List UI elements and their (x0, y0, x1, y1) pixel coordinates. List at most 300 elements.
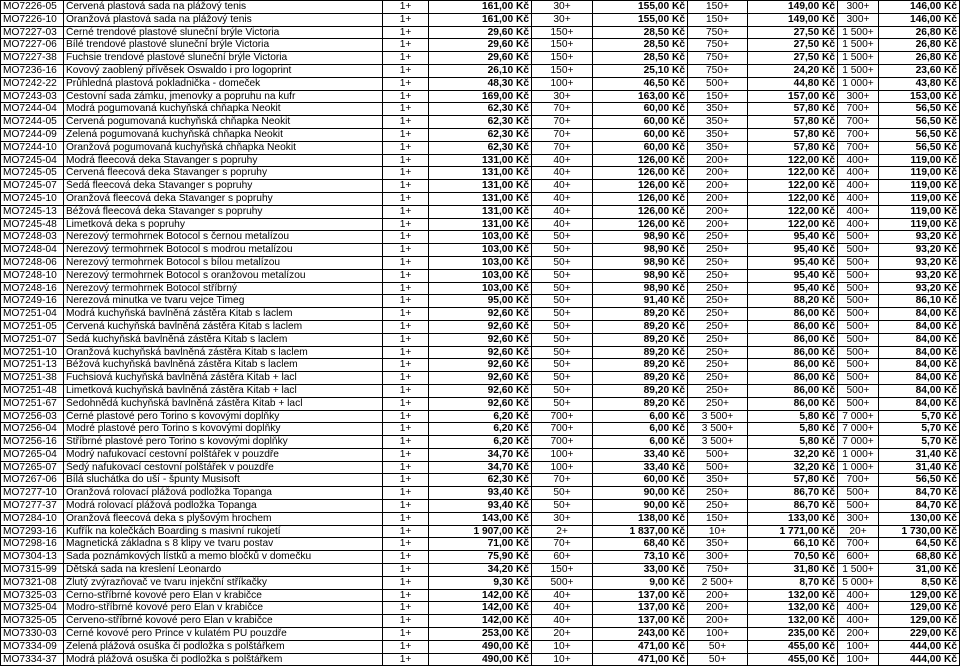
price-tier-4-cell: 5,70 Kč (879, 410, 960, 423)
qty-tier-2-cell: 50+ (532, 231, 593, 244)
price-tier-3-cell: 86,00 Kč (748, 320, 838, 333)
product-name-cell: Nerezová minutka ve tvaru vejce Timeg (64, 295, 383, 308)
qty-tier-3-cell: 750+ (688, 39, 748, 52)
product-name-cell: Černé kovové pero Prince v kulatém PU pouzdře (64, 628, 383, 641)
qty-tier-2-cell: 40+ (532, 192, 593, 205)
qty-tier-3-cell: 250+ (688, 231, 748, 244)
qty-tier-3-cell: 200+ (688, 218, 748, 231)
qty-tier-2-cell: 70+ (532, 141, 593, 154)
price-tier-4-cell: 93,20 Kč (879, 244, 960, 257)
price-tier-2-cell: 138,00 Kč (593, 512, 688, 525)
qty-tier-3-cell: 750+ (688, 564, 748, 577)
price-tier-1-cell: 131,00 Kč (429, 167, 532, 180)
qty-tier-3-cell: 150+ (688, 1, 748, 14)
price-tier-4-cell: 84,00 Kč (879, 320, 960, 333)
price-tier-3-cell: 27,50 Kč (748, 52, 838, 65)
product-name-cell: Šedohnědá kuchyňská bavlněná zástěra Kitab + lacl (64, 397, 383, 410)
price-tier-2-cell: 98,90 Kč (593, 244, 688, 257)
product-code-cell: MO7321-08 (1, 576, 64, 589)
price-tier-4-cell: 56,50 Kč (879, 128, 960, 141)
qty-tier-3-cell: 10+ (688, 525, 748, 538)
price-tier-1-cell: 161,00 Kč (429, 13, 532, 26)
price-tier-3-cell: 86,00 Kč (748, 372, 838, 385)
table-row (1, 487, 960, 500)
table-row (1, 39, 960, 52)
qty-tier-3-cell: 250+ (688, 500, 748, 513)
qty-tier-3-cell: 350+ (688, 141, 748, 154)
table-row (1, 410, 960, 423)
price-tier-1-cell: 103,00 Kč (429, 282, 532, 295)
price-tier-3-cell: 24,20 Kč (748, 64, 838, 77)
product-name-cell: Nerezový termohrnek Botocol s modrou metalízou (64, 244, 383, 257)
product-name-cell: Bílá sluchátka do uší - špunty Musisoft (64, 474, 383, 487)
price-tier-1-cell: 131,00 Kč (429, 205, 532, 218)
product-name-cell: Oranžová plastová sada na plážový tenis (64, 13, 383, 26)
qty-tier-4-cell: 500+ (838, 320, 879, 333)
price-tier-4-cell: 31,00 Kč (879, 564, 960, 577)
qty-tier-4-cell: 1 000+ (838, 448, 879, 461)
qty-tier-4-cell: 700+ (838, 474, 879, 487)
price-tier-4-cell: 5,70 Kč (879, 423, 960, 436)
product-name-cell: Oranžová rolovací plážová podložka Topanga (64, 487, 383, 500)
price-tier-2-cell: 89,20 Kč (593, 308, 688, 321)
qty-tier-2-cell: 50+ (532, 359, 593, 372)
product-code-cell: MO7227-38 (1, 52, 64, 65)
price-tier-3-cell: 27,50 Kč (748, 26, 838, 39)
price-tier-1-cell: 1 907,00 Kč (429, 525, 532, 538)
price-tier-3-cell: 455,00 Kč (748, 653, 838, 666)
price-tier-3-cell: 149,00 Kč (748, 1, 838, 14)
product-name-cell: Žlutý zvýrazňovač ve tvaru injekční stříkačky (64, 576, 383, 589)
qty-tier-1-cell: 1+ (383, 615, 429, 628)
qty-tier-4-cell: 1 500+ (838, 64, 879, 77)
qty-tier-3-cell: 500+ (688, 77, 748, 90)
qty-tier-3-cell: 3 500+ (688, 410, 748, 423)
price-tier-4-cell: 23,60 Kč (879, 64, 960, 77)
qty-tier-4-cell: 100+ (838, 653, 879, 666)
price-tier-1-cell: 26,10 Kč (429, 64, 532, 77)
product-code-cell: MO7256-03 (1, 410, 64, 423)
price-tier-3-cell: 27,50 Kč (748, 39, 838, 52)
product-name-cell: Béžová fleecová deka Stavanger s popruhy (64, 205, 383, 218)
qty-tier-4-cell: 1 500+ (838, 564, 879, 577)
qty-tier-2-cell: 50+ (532, 320, 593, 333)
price-tier-1-cell: 29,60 Kč (429, 52, 532, 65)
price-tier-4-cell: 43,80 Kč (879, 77, 960, 90)
product-name-cell: Modrý nafukovací cestovní polštářek v pouzdře (64, 448, 383, 461)
price-tier-1-cell: 34,20 Kč (429, 564, 532, 577)
product-code-cell: MO7244-10 (1, 141, 64, 154)
qty-tier-4-cell: 200+ (838, 628, 879, 641)
product-code-cell: MO7248-16 (1, 282, 64, 295)
price-tier-2-cell: 98,90 Kč (593, 269, 688, 282)
product-code-cell: MO7325-05 (1, 615, 64, 628)
price-tier-4-cell: 93,20 Kč (879, 256, 960, 269)
qty-tier-4-cell: 500+ (838, 384, 879, 397)
price-tier-2-cell: 1 837,00 Kč (593, 525, 688, 538)
qty-tier-1-cell: 1+ (383, 589, 429, 602)
table-row (1, 423, 960, 436)
product-name-cell: Bílé trendové plastové sluneční brýle Victoria (64, 39, 383, 52)
price-tier-4-cell: 129,00 Kč (879, 615, 960, 628)
qty-tier-2-cell: 50+ (532, 397, 593, 410)
price-tier-3-cell: 149,00 Kč (748, 13, 838, 26)
price-tier-3-cell: 88,20 Kč (748, 295, 838, 308)
qty-tier-4-cell: 700+ (838, 103, 879, 116)
qty-tier-1-cell: 1+ (383, 525, 429, 538)
qty-tier-3-cell: 200+ (688, 615, 748, 628)
price-tier-4-cell: 129,00 Kč (879, 602, 960, 615)
price-tier-4-cell: 146,00 Kč (879, 13, 960, 26)
qty-tier-1-cell: 1+ (383, 320, 429, 333)
price-tier-1-cell: 142,00 Kč (429, 589, 532, 602)
product-code-cell: MO7226-10 (1, 13, 64, 26)
price-tier-2-cell: 126,00 Kč (593, 167, 688, 180)
price-tier-1-cell: 103,00 Kč (429, 269, 532, 282)
qty-tier-2-cell: 2+ (532, 525, 593, 538)
product-code-cell: MO7251-13 (1, 359, 64, 372)
price-tier-1-cell: 62,30 Kč (429, 128, 532, 141)
table-row (1, 180, 960, 193)
qty-tier-1-cell: 1+ (383, 282, 429, 295)
product-name-cell: Černé plastové pero Torino s kovovými doplňky (64, 410, 383, 423)
price-tier-4-cell: 119,00 Kč (879, 218, 960, 231)
table-row (1, 1, 960, 14)
qty-tier-2-cell: 50+ (532, 372, 593, 385)
price-tier-3-cell: 235,00 Kč (748, 628, 838, 641)
table-row (1, 192, 960, 205)
product-code-cell: MO7236-16 (1, 64, 64, 77)
table-row (1, 13, 960, 26)
product-code-cell: MO7265-07 (1, 461, 64, 474)
price-tier-4-cell: 26,80 Kč (879, 52, 960, 65)
price-tier-4-cell: 119,00 Kč (879, 167, 960, 180)
product-name-cell: Nerezový termohrnek Botocol s černou metalízou (64, 231, 383, 244)
table-row (1, 602, 960, 615)
qty-tier-1-cell: 1+ (383, 64, 429, 77)
price-tier-3-cell: 157,00 Kč (748, 90, 838, 103)
qty-tier-4-cell: 1 500+ (838, 52, 879, 65)
qty-tier-3-cell: 750+ (688, 64, 748, 77)
qty-tier-2-cell: 10+ (532, 640, 593, 653)
product-code-cell: MO7330-03 (1, 628, 64, 641)
qty-tier-2-cell: 30+ (532, 13, 593, 26)
table-row (1, 436, 960, 449)
product-code-cell: MO7251-05 (1, 320, 64, 333)
qty-tier-3-cell: 3 500+ (688, 436, 748, 449)
price-tier-4-cell: 8,50 Kč (879, 576, 960, 589)
table-row (1, 52, 960, 65)
price-tier-4-cell: 153,00 Kč (879, 90, 960, 103)
qty-tier-1-cell: 1+ (383, 26, 429, 39)
price-tier-4-cell: 129,00 Kč (879, 589, 960, 602)
qty-tier-3-cell: 250+ (688, 384, 748, 397)
qty-tier-2-cell: 50+ (532, 384, 593, 397)
product-code-cell: MO7243-03 (1, 90, 64, 103)
price-tier-1-cell: 29,60 Kč (429, 26, 532, 39)
table-row (1, 333, 960, 346)
product-code-cell: MO7315-99 (1, 564, 64, 577)
table-row (1, 372, 960, 385)
qty-tier-2-cell: 50+ (532, 269, 593, 282)
qty-tier-3-cell: 500+ (688, 461, 748, 474)
product-name-cell: Červená plastová sada na plážový tenis (64, 1, 383, 14)
qty-tier-3-cell: 200+ (688, 192, 748, 205)
product-code-cell: MO7245-48 (1, 218, 64, 231)
price-tier-3-cell: 86,00 Kč (748, 384, 838, 397)
qty-tier-4-cell: 500+ (838, 359, 879, 372)
qty-tier-3-cell: 250+ (688, 269, 748, 282)
price-tier-4-cell: 444,00 Kč (879, 640, 960, 653)
qty-tier-4-cell: 500+ (838, 372, 879, 385)
product-name-cell: Červená fleecová deka Stavanger s popruhy (64, 167, 383, 180)
qty-tier-4-cell: 500+ (838, 397, 879, 410)
qty-tier-1-cell: 1+ (383, 436, 429, 449)
table-row (1, 269, 960, 282)
price-tier-4-cell: 84,00 Kč (879, 308, 960, 321)
price-tier-2-cell: 25,10 Kč (593, 64, 688, 77)
qty-tier-3-cell: 100+ (688, 628, 748, 641)
qty-tier-2-cell: 100+ (532, 448, 593, 461)
price-tier-1-cell: 142,00 Kč (429, 615, 532, 628)
price-tier-2-cell: 91,40 Kč (593, 295, 688, 308)
qty-tier-2-cell: 50+ (532, 295, 593, 308)
product-name-cell: Kufřík na kolečkách Boarding s masivní rukojetí (64, 525, 383, 538)
product-name-cell: Černé trendové plastové sluneční brýle Victoria (64, 26, 383, 39)
price-tier-4-cell: 84,00 Kč (879, 397, 960, 410)
price-tier-1-cell: 131,00 Kč (429, 180, 532, 193)
qty-tier-2-cell: 500+ (532, 576, 593, 589)
price-tier-2-cell: 89,20 Kč (593, 333, 688, 346)
qty-tier-1-cell: 1+ (383, 576, 429, 589)
qty-tier-4-cell: 400+ (838, 192, 879, 205)
price-tier-2-cell: 60,00 Kč (593, 128, 688, 141)
qty-tier-1-cell: 1+ (383, 218, 429, 231)
price-tier-3-cell: 32,20 Kč (748, 448, 838, 461)
table-row (1, 500, 960, 513)
price-tier-1-cell: 131,00 Kč (429, 218, 532, 231)
product-name-cell: Zelená plážová osuška či podložka s polštářkem (64, 640, 383, 653)
price-tier-3-cell: 132,00 Kč (748, 589, 838, 602)
price-tier-1-cell: 169,00 Kč (429, 90, 532, 103)
qty-tier-1-cell: 1+ (383, 512, 429, 525)
qty-tier-3-cell: 250+ (688, 333, 748, 346)
qty-tier-2-cell: 50+ (532, 256, 593, 269)
qty-tier-2-cell: 150+ (532, 52, 593, 65)
price-tier-1-cell: 62,30 Kč (429, 474, 532, 487)
price-tier-3-cell: 57,80 Kč (748, 474, 838, 487)
product-name-cell: Sada poznámkových lístků a memo bločků v domečku (64, 551, 383, 564)
product-code-cell: MO7265-04 (1, 448, 64, 461)
price-tier-1-cell: 92,60 Kč (429, 333, 532, 346)
qty-tier-1-cell: 1+ (383, 1, 429, 14)
price-tier-3-cell: 86,00 Kč (748, 397, 838, 410)
qty-tier-1-cell: 1+ (383, 423, 429, 436)
price-tier-2-cell: 89,20 Kč (593, 397, 688, 410)
table-row (1, 256, 960, 269)
price-tier-3-cell: 122,00 Kč (748, 167, 838, 180)
qty-tier-4-cell: 700+ (838, 538, 879, 551)
price-tier-2-cell: 6,00 Kč (593, 423, 688, 436)
price-tier-3-cell: 57,80 Kč (748, 116, 838, 129)
qty-tier-2-cell: 50+ (532, 500, 593, 513)
price-tier-2-cell: 9,00 Kč (593, 576, 688, 589)
qty-tier-4-cell: 7 000+ (838, 410, 879, 423)
price-tier-4-cell: 26,80 Kč (879, 26, 960, 39)
qty-tier-4-cell: 20+ (838, 525, 879, 538)
qty-tier-4-cell: 100+ (838, 640, 879, 653)
price-tier-2-cell: 98,90 Kč (593, 256, 688, 269)
price-tier-1-cell: 6,20 Kč (429, 436, 532, 449)
qty-tier-2-cell: 30+ (532, 90, 593, 103)
qty-tier-1-cell: 1+ (383, 500, 429, 513)
qty-tier-3-cell: 250+ (688, 397, 748, 410)
table-row (1, 64, 960, 77)
price-tier-4-cell: 93,20 Kč (879, 282, 960, 295)
price-tier-4-cell: 31,40 Kč (879, 448, 960, 461)
qty-tier-3-cell: 250+ (688, 295, 748, 308)
price-tier-2-cell: 155,00 Kč (593, 13, 688, 26)
price-tier-2-cell: 6,00 Kč (593, 436, 688, 449)
qty-tier-1-cell: 1+ (383, 256, 429, 269)
product-code-cell: MO7249-16 (1, 295, 64, 308)
product-name-cell: Kovový zaoblený přívěsek Oswaldo i pro logoprint (64, 64, 383, 77)
qty-tier-3-cell: 200+ (688, 180, 748, 193)
price-tier-4-cell: 31,40 Kč (879, 461, 960, 474)
qty-tier-4-cell: 500+ (838, 500, 879, 513)
price-tier-3-cell: 122,00 Kč (748, 218, 838, 231)
price-tier-4-cell: 119,00 Kč (879, 192, 960, 205)
qty-tier-2-cell: 700+ (532, 410, 593, 423)
qty-tier-1-cell: 1+ (383, 180, 429, 193)
price-tier-4-cell: 26,80 Kč (879, 39, 960, 52)
table-row (1, 167, 960, 180)
price-tier-3-cell: 122,00 Kč (748, 205, 838, 218)
product-code-cell: MO7284-10 (1, 512, 64, 525)
qty-tier-4-cell: 400+ (838, 589, 879, 602)
product-code-cell: MO7245-13 (1, 205, 64, 218)
table-row (1, 551, 960, 564)
qty-tier-1-cell: 1+ (383, 397, 429, 410)
qty-tier-3-cell: 750+ (688, 52, 748, 65)
qty-tier-3-cell: 50+ (688, 653, 748, 666)
qty-tier-2-cell: 60+ (532, 551, 593, 564)
price-tier-3-cell: 86,00 Kč (748, 308, 838, 321)
table-row (1, 589, 960, 602)
price-tier-4-cell: 119,00 Kč (879, 205, 960, 218)
product-name-cell: Šedý nafukovací cestovní polštářek v pouzdře (64, 461, 383, 474)
product-code-cell: MO7248-10 (1, 269, 64, 282)
price-tier-3-cell: 132,00 Kč (748, 615, 838, 628)
qty-tier-4-cell: 500+ (838, 295, 879, 308)
qty-tier-1-cell: 1+ (383, 192, 429, 205)
product-code-cell: MO7251-04 (1, 308, 64, 321)
qty-tier-1-cell: 1+ (383, 448, 429, 461)
price-tier-4-cell: 84,70 Kč (879, 487, 960, 500)
price-tier-2-cell: 137,00 Kč (593, 602, 688, 615)
price-tier-1-cell: 92,60 Kč (429, 372, 532, 385)
qty-tier-2-cell: 700+ (532, 423, 593, 436)
price-tier-3-cell: 95,40 Kč (748, 269, 838, 282)
price-tier-4-cell: 84,00 Kč (879, 372, 960, 385)
price-tier-3-cell: 95,40 Kč (748, 282, 838, 295)
qty-tier-4-cell: 700+ (838, 141, 879, 154)
table-row (1, 90, 960, 103)
qty-tier-3-cell: 2 500+ (688, 576, 748, 589)
qty-tier-4-cell: 5 000+ (838, 576, 879, 589)
table-row (1, 525, 960, 538)
price-tier-1-cell: 93,40 Kč (429, 500, 532, 513)
product-code-cell: MO7256-04 (1, 423, 64, 436)
product-name-cell: Černo-stříbrné kovové pero Elan v krabičce (64, 589, 383, 602)
product-code-cell: MO7248-03 (1, 231, 64, 244)
qty-tier-2-cell: 100+ (532, 461, 593, 474)
product-code-cell: MO7245-05 (1, 167, 64, 180)
product-name-cell: Zelená pogumovaná kuchyňská chňapka Neokit (64, 128, 383, 141)
product-code-cell: MO7242-22 (1, 77, 64, 90)
price-tier-2-cell: 471,00 Kč (593, 653, 688, 666)
price-tier-2-cell: 126,00 Kč (593, 218, 688, 231)
table-row (1, 308, 960, 321)
table-row (1, 512, 960, 525)
qty-tier-3-cell: 200+ (688, 154, 748, 167)
table-row (1, 474, 960, 487)
qty-tier-4-cell: 300+ (838, 512, 879, 525)
qty-tier-3-cell: 250+ (688, 346, 748, 359)
price-tier-2-cell: 98,90 Kč (593, 231, 688, 244)
qty-tier-1-cell: 1+ (383, 461, 429, 474)
table-row (1, 141, 960, 154)
qty-tier-1-cell: 1+ (383, 295, 429, 308)
product-name-cell: Limetková kuchyňská bavlněná zástěra Kitab + lacl (64, 384, 383, 397)
price-tier-4-cell: 229,00 Kč (879, 628, 960, 641)
price-tier-1-cell: 6,20 Kč (429, 410, 532, 423)
product-code-cell: MO7245-04 (1, 154, 64, 167)
qty-tier-3-cell: 750+ (688, 26, 748, 39)
qty-tier-4-cell: 7 000+ (838, 423, 879, 436)
qty-tier-4-cell: 400+ (838, 167, 879, 180)
price-tier-2-cell: 60,00 Kč (593, 116, 688, 129)
qty-tier-3-cell: 250+ (688, 308, 748, 321)
qty-tier-1-cell: 1+ (383, 154, 429, 167)
qty-tier-1-cell: 1+ (383, 333, 429, 346)
price-tier-1-cell: 62,30 Kč (429, 116, 532, 129)
qty-tier-1-cell: 1+ (383, 410, 429, 423)
price-tier-2-cell: 60,00 Kč (593, 141, 688, 154)
price-tier-2-cell: 126,00 Kč (593, 192, 688, 205)
table-row (1, 384, 960, 397)
price-tier-2-cell: 89,20 Kč (593, 359, 688, 372)
qty-tier-1-cell: 1+ (383, 128, 429, 141)
qty-tier-2-cell: 40+ (532, 180, 593, 193)
product-code-cell: MO7334-37 (1, 653, 64, 666)
price-table-body (1, 1, 960, 666)
qty-tier-2-cell: 50+ (532, 487, 593, 500)
qty-tier-1-cell: 1+ (383, 487, 429, 500)
price-tier-2-cell: 28,50 Kč (593, 52, 688, 65)
product-code-cell: MO7251-10 (1, 346, 64, 359)
qty-tier-2-cell: 40+ (532, 602, 593, 615)
price-tier-4-cell: 64,50 Kč (879, 538, 960, 551)
product-code-cell: MO7256-16 (1, 436, 64, 449)
price-tier-2-cell: 243,00 Kč (593, 628, 688, 641)
qty-tier-1-cell: 1+ (383, 538, 429, 551)
product-name-cell: Modrá plážová osuška či podložka s polštářkem (64, 653, 383, 666)
product-code-cell: MO7227-03 (1, 26, 64, 39)
price-tier-2-cell: 126,00 Kč (593, 154, 688, 167)
table-row (1, 448, 960, 461)
qty-tier-4-cell: 300+ (838, 1, 879, 14)
